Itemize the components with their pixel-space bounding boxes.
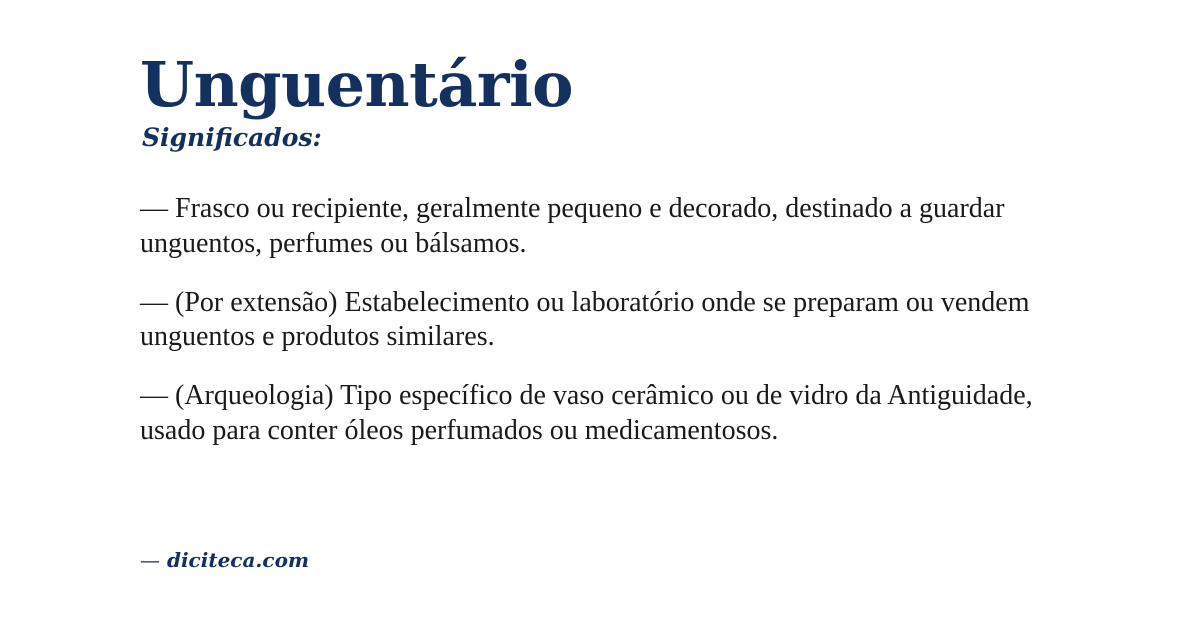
definition-item: — (Arqueologia) Tipo específico de vaso cerâmico ou de vidro da Antiguidade, usado para conter óleos perfumados ou medicamentosos. xyxy=(140,379,1033,446)
definition-item: — Frasco ou recipiente, geralmente pequeno e decorado, destinado a guardar unguentos, perfumes ou bálsamos. xyxy=(140,193,1005,259)
definitions-list xyxy=(140,192,1060,448)
definition-item: — (Por extensão) Estabelecimento ou laboratório onde se preparam ou vendem unguentos e produtos similares. xyxy=(140,286,1030,353)
source-attribution xyxy=(140,548,309,572)
meanings-label: Significados: xyxy=(142,123,322,153)
page-title: Unguentário xyxy=(140,48,573,121)
source-label: diciteca.com xyxy=(166,548,310,572)
source-dash: — xyxy=(140,548,160,572)
